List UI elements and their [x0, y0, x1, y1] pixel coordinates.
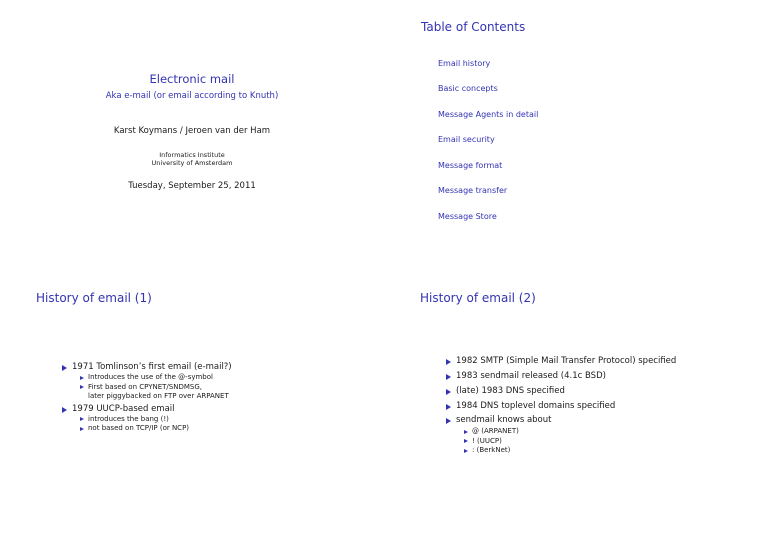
bullet-text: 1979 UUCP-based email — [72, 403, 175, 414]
bullet-icon — [62, 407, 67, 413]
toc-item-message-format[interactable]: Message format — [438, 161, 503, 170]
sub-bullet-text: : (BerkNet) — [472, 446, 511, 454]
history-2-list — [444, 354, 676, 456]
presentation-title: Electronic mail — [149, 72, 235, 86]
toc-item-email-security[interactable]: Email security — [438, 135, 495, 144]
bullet-text: (late) 1983 DNS specified — [456, 386, 565, 396]
sub-bullet-text: ! (UUCP) — [472, 436, 502, 445]
toc-slide — [384, 0, 768, 271]
sub-bullet-icon — [80, 376, 84, 380]
list-item — [444, 354, 676, 369]
bullet-text: 1984 DNS toplevel domains specified — [456, 401, 616, 411]
toc-item-email-history[interactable]: Email history — [438, 59, 491, 68]
presentation-date: Tuesday, September 25, 2011 — [128, 181, 256, 191]
bullet-icon — [446, 418, 451, 424]
history-1-list — [60, 362, 232, 434]
toc-item-message-transfer[interactable]: Message transfer — [438, 186, 508, 195]
sub-list-item — [60, 383, 232, 393]
list-item — [444, 399, 676, 414]
institute — [0, 151, 384, 167]
toc-title: Table of Contents — [421, 20, 526, 34]
bullet-text: sendmail knows about — [456, 415, 552, 425]
list-item — [444, 369, 676, 384]
list-item — [444, 414, 676, 427]
history-1-slide — [0, 271, 384, 542]
sub-list-item — [60, 373, 232, 383]
sub-bullet-text: introduces the bang (!) — [88, 414, 169, 423]
sub-bullet-icon — [80, 385, 84, 389]
history-2-slide — [384, 271, 768, 542]
bullet-icon — [446, 374, 451, 380]
bullet-text: 1983 sendmail released (4.1c BSD) — [456, 371, 606, 381]
sub-bullet-text: First based on CPYNET/SNDMSG, — [88, 382, 202, 391]
toc-item-message-store[interactable]: Message Store — [438, 212, 497, 221]
sub-bullet-text: @ (ARPANET) — [472, 427, 519, 435]
bullet-icon — [446, 404, 451, 410]
sub-list-item — [60, 415, 232, 425]
sub-bullet-icon — [464, 449, 468, 453]
authors: Karst Koymans / Jeroen van der Ham — [113, 126, 271, 136]
sub-list-item — [444, 437, 676, 447]
bullet-icon — [446, 359, 451, 365]
history-1-title: History of email (1) — [36, 291, 152, 305]
sub-bullet-icon — [464, 430, 468, 434]
sub-bullet-icon — [80, 427, 84, 431]
sub-bullet-text: Introduces the use of the @-symbol — [88, 373, 213, 381]
sub-bullet-icon — [80, 417, 84, 421]
list-item — [60, 404, 232, 415]
bullet-text: 1971 Tomlinson’s first email (e-mail?) — [72, 362, 232, 372]
sub-list-item-continuation: later piggybacked on FTP over ARPANET — [88, 392, 229, 400]
presentation-subtitle: Aka e-mail (or email according to Knuth) — [105, 91, 279, 101]
bullet-icon — [446, 389, 451, 395]
toc-item-basic-concepts[interactable]: Basic concepts — [438, 84, 498, 93]
title-slide — [0, 0, 384, 271]
list-item — [444, 384, 676, 399]
toc-item-message-agents[interactable]: Message Agents in detail — [438, 110, 539, 119]
bullet-icon — [62, 365, 67, 371]
list-item — [60, 362, 232, 373]
sub-bullet-icon — [464, 439, 468, 443]
sub-bullet-text: not based on TCP/IP (or NCP) — [88, 424, 190, 432]
institute-line-2: University of Amsterdam — [151, 159, 233, 167]
sub-list-item — [60, 424, 232, 434]
history-2-title: History of email (2) — [420, 291, 536, 305]
bullet-text: 1982 SMTP (Simple Mail Transfer Protocol) specified — [456, 356, 677, 366]
sub-list-item — [444, 446, 676, 456]
sub-list-item — [444, 427, 676, 437]
institute-line-1: Informatics Institute — [159, 151, 225, 159]
